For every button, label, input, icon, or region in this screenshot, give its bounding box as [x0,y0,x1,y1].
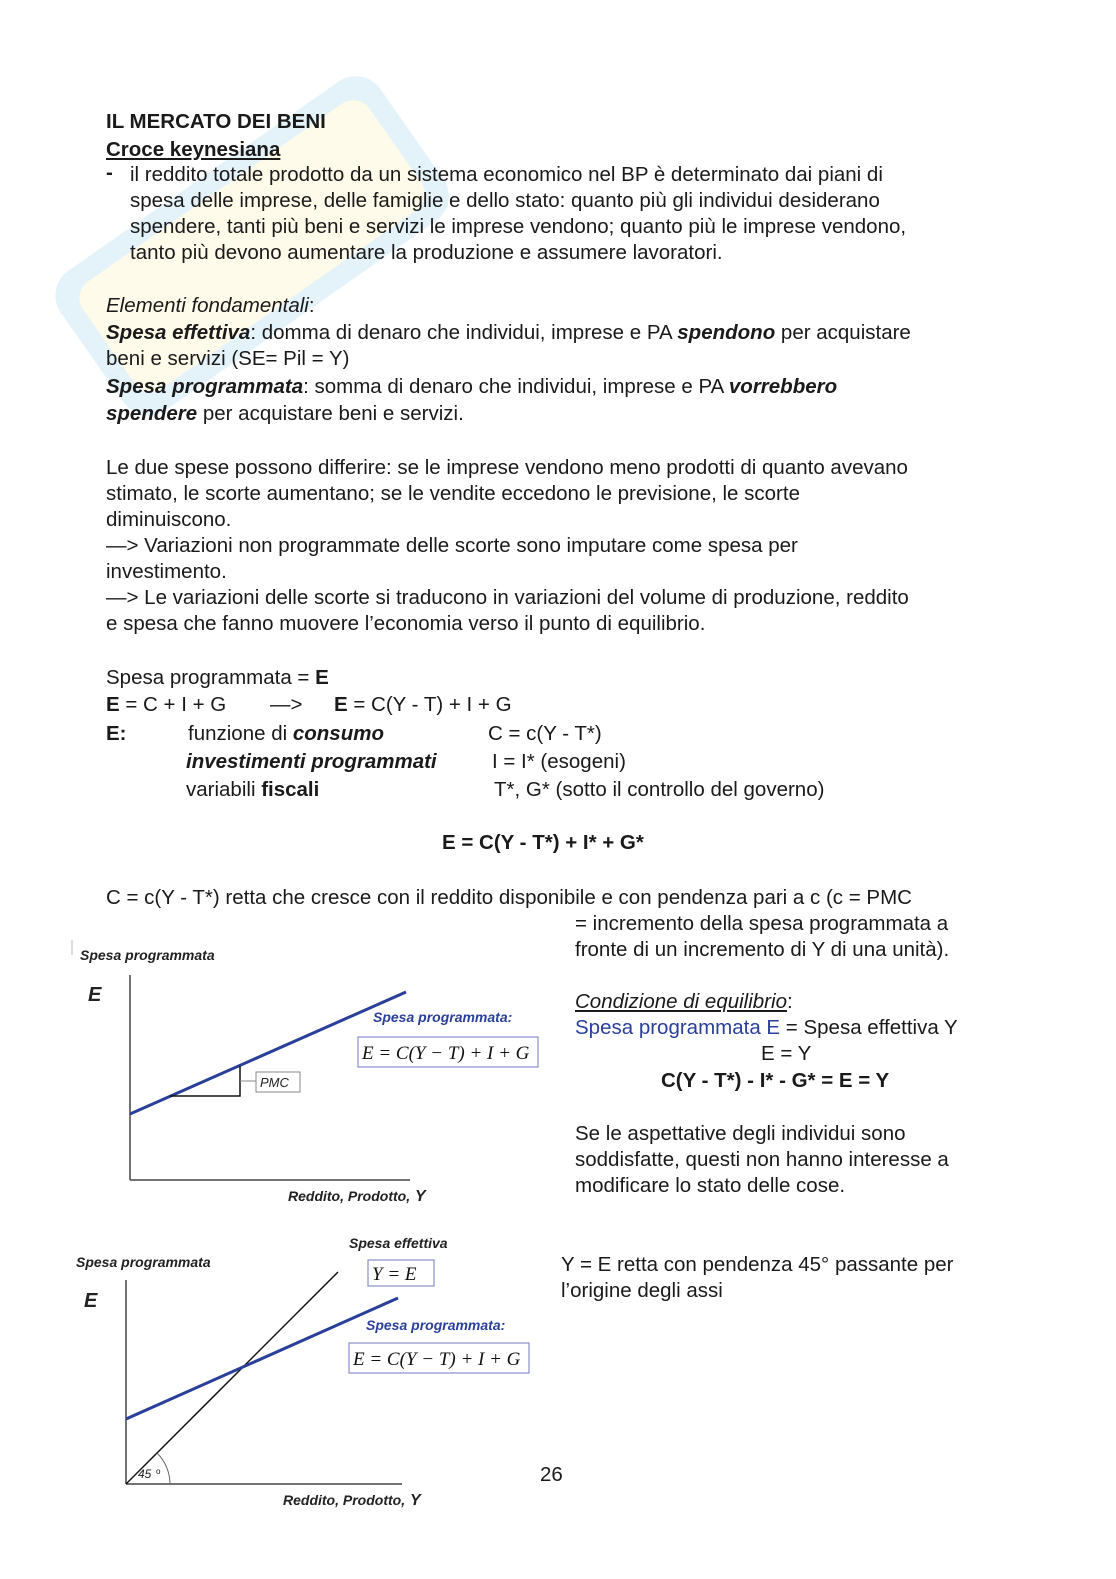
x-axis-label: Reddito, Prodotto, [283,1492,406,1508]
def-bold: vorrebbero [728,375,838,398]
line-label: Spesa programmata: [373,1009,513,1025]
bullet-line: spesa delle imprese, delle famiglie e dello stato: quanto più gli individui desiderano [130,189,880,212]
page-heading: IL MERCATO DEI BENI [106,110,326,133]
row-fiscali-formula: T*, G* (sotto il controllo del governo) [494,778,825,801]
spesa-effettiva-term: Spesa effettiva [106,321,251,344]
graph-title: Spesa programmata [80,947,215,963]
angle-label: 45 [138,1467,152,1481]
eq-text: Spesa programmata = [106,666,316,689]
row-consumo [188,721,384,747]
spesa-programmata-def [106,374,837,400]
elementi-title: Elementi fondamentali [106,294,309,317]
equilibrio-line3: C(Y - T*) - I* - G* = E = Y [661,1069,890,1092]
formula-text: E = C(Y − T) + I + G [362,1043,530,1064]
eq-symbol: E [315,666,329,689]
row-fiscali [186,777,319,803]
eq-symbol: E [106,693,120,716]
def-text: per acquistare beni e servizi. [197,402,464,425]
eq-1 [106,692,226,718]
graph-equilibrio [70,1228,550,1518]
spesa-programmata-def-line2 [106,401,464,427]
eq-text: = C + I + G [119,693,227,716]
paragraph-line: Le due spese possono differire: se le imprese vendono meno prodotti di quanto avevano [106,456,908,479]
angle-degree: o [156,1467,161,1476]
equilibrio-title-row [575,989,793,1015]
bullet-line: tanto più devono aumentare la produzione e assumere lavoratori. [130,241,723,264]
aspettative-line: soddisfatte, questi non hanno interesse a [575,1148,949,1171]
def-text: : domma di denaro che individui, imprese e PA [250,321,678,344]
main-equation: E = C(Y - T*) + I* + G* [442,831,644,854]
spesa-programmata-eq [106,665,329,691]
pmc-label: PMC [260,1075,289,1090]
graph-y-label: E [84,1290,98,1312]
row-consumo-formula: C = c(Y - T*) [488,722,602,745]
paragraph-line: stimato, le scorte aumentano; se le vendite eccedono le previsione, le scorte [106,482,800,505]
equilibrio-blue-text: Spesa programmata E [575,1016,781,1039]
elementi-title-row [106,293,315,319]
elementi-colon: : [308,294,315,317]
bullet-marker: - [106,161,113,184]
consumo-line: = incremento della spesa programmata a [575,912,949,935]
graph-title: Spesa programmata [76,1254,211,1270]
equilibrio-text: = Spesa effettiva Y [780,1016,958,1039]
retta45-line: l’origine degli assi [561,1279,723,1302]
eq-arrow: —> [270,693,303,716]
row-investimenti-formula: I = I* (esogeni) [492,750,626,773]
bullet-line: spendere, tanti più beni e servizi le imprese vendono; quanto più le imprese vendono, [130,215,907,238]
def-bold: spendono [677,321,776,344]
eq-text: = C(Y - T) + I + G [347,693,512,716]
graph-y-label: E [88,984,102,1006]
def-text: : somma di denaro che individui, imprese e PA [303,375,729,398]
spesa-effettiva-def-line2: beni e servizi (SE= Pil = Y) [106,347,350,370]
aspettative-line: modificare lo stato delle cose. [575,1174,846,1197]
row-bold: fiscali [261,778,320,801]
bullet-line: il reddito totale prodotto da un sistema economico nel BP è determinato dai piani di [130,163,883,186]
aspettative-line: Se le aspettative degli individui sono [575,1122,906,1145]
eq-symbol: E [334,693,348,716]
effettiva-label: Spesa effettiva [349,1235,448,1251]
row-bold: consumo [292,722,384,745]
consumo-line: fronte di un incremento di Y di una unità). [575,938,950,961]
row-text: variabili [186,778,262,801]
page-number: 26 [540,1463,563,1486]
x-axis-symbol: Y [410,1492,421,1509]
paragraph-line: investimento. [106,560,227,583]
graph-consumo [70,935,550,1215]
line-label: Spesa programmata: [366,1317,506,1333]
equilibrio-colon: : [786,990,793,1013]
line-45 [126,1272,338,1484]
section-subheading: Croce keynesiana [106,138,281,161]
equilibrio-title: Condizione di equilibrio [575,990,787,1013]
consumo-line: C = c(Y - T*) retta che cresce con il reddito disponibile e con pendenza pari a c (c = PMC [106,886,912,909]
equilibrio-line1 [575,1015,958,1041]
eq-2 [334,692,512,718]
effettiva-formula: Y = E [372,1264,417,1285]
paragraph-line: —> Le variazioni delle scorte si traducono in variazioni del volume di produzione, reddito [106,586,909,609]
eq-E-colon: E: [106,722,127,745]
formula-text: E = C(Y − T) + I + G [353,1349,521,1370]
paragraph-line: —> Variazioni non programmate delle scorte sono imputare come spesa per [106,534,798,557]
spesa-programmata-term: Spesa programmata [106,375,304,398]
paragraph-line: e spesa che fanno muovere l’economia verso il punto di equilibrio. [106,612,706,635]
row-investimenti: investimenti programmati [186,750,437,773]
x-axis-symbol: Y [415,1188,426,1205]
def-bold: spendere [106,402,198,425]
spesa-effettiva-def [106,320,911,346]
retta45-line: Y = E retta con pendenza 45° passante per [561,1253,954,1276]
paragraph-line: diminuiscono. [106,508,232,531]
row-text: funzione di [188,722,293,745]
equilibrio-line2: E = Y [761,1042,812,1065]
x-axis-label: Reddito, Prodotto, [288,1188,411,1204]
def-text: per acquistare [775,321,911,344]
